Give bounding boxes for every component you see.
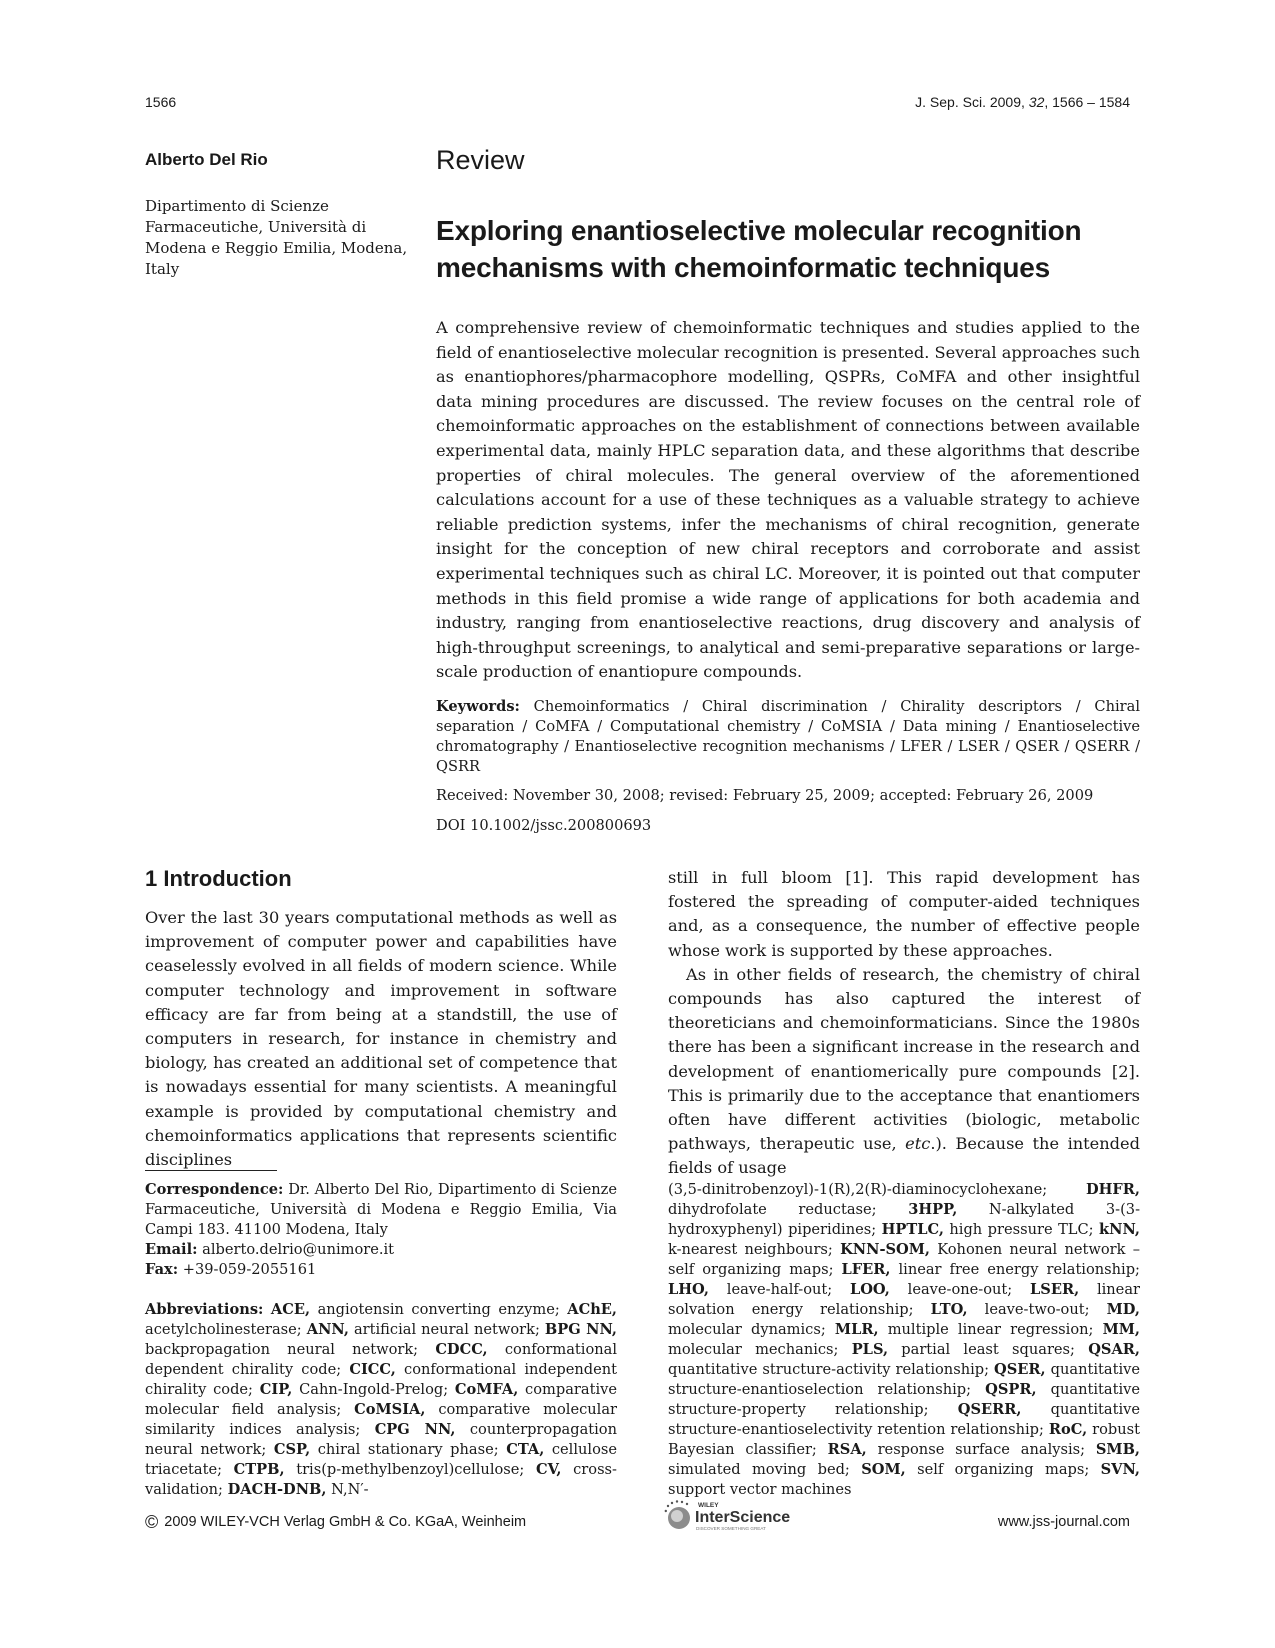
abbreviation-term: CDCC,: [435, 1341, 488, 1358]
abbreviation-term: kNN,: [1099, 1221, 1140, 1238]
abbreviation-term: CSP,: [273, 1441, 311, 1458]
abbreviation-definition: conformational independent chirality code;: [145, 1361, 618, 1398]
abbreviation-definition: response surface analysis;: [866, 1441, 1096, 1458]
abbreviation-definition: leave-half-out;: [709, 1281, 850, 1298]
email-address: alberto.delrio@unimore.it: [197, 1241, 395, 1258]
journal-prefix: J. Sep. Sci. 2009,: [915, 94, 1029, 110]
keywords-list: Chemoinformatics / Chiral discrimination / Chirality descriptors / Chiral separation / CoMFA / Computational chemistry / CoMSIA / Data mining / Enantioselective chromatography / Enantioselective recognition mechanisms / LFER / LSER / QSER / QSERR / QSRR: [436, 697, 1140, 775]
journal-volume: 32: [1028, 94, 1045, 110]
abbreviation-definition: Cahn-Ingold-Prelog;: [292, 1381, 455, 1398]
fax-label: Fax:: [145, 1261, 179, 1278]
abbreviation-term: MLR,: [834, 1321, 879, 1338]
abbreviation-term: CoMFA,: [454, 1381, 519, 1398]
abbreviation-definition: k-nearest neighbours;: [668, 1241, 841, 1258]
abbreviation-definition: Kohonen neural network – self organizing maps;: [668, 1241, 1140, 1278]
interscience-logo-icon: [664, 1498, 824, 1534]
abbreviation-definition: (3,5-dinitrobenzoyl)-1(R),2(R)-diaminocyclohexane;: [668, 1181, 1086, 1198]
abbreviation-definition: quantitative structure-property relationship;: [668, 1381, 1140, 1418]
abbreviation-term: QSAR,: [1088, 1341, 1140, 1358]
abbreviation-term: PLS,: [851, 1341, 889, 1358]
abbreviation-term: DACH-DNB,: [227, 1481, 327, 1498]
journal-reference: [915, 94, 1130, 110]
article-title: [436, 212, 1140, 286]
abbreviation-term: LHO,: [668, 1281, 709, 1298]
abbreviation-definition: robust Bayesian classifier;: [668, 1421, 1141, 1458]
section-heading: 1 Introduction: [145, 866, 292, 891]
correspondence-text: Dr. Alberto Del Rio, Dipartimento di Scienze Farmaceutiche, Università di Modena e Reggio Emilia, Via Campi 183. 41100 Modena, Italy: [145, 1181, 617, 1238]
intro-paragraph-2-etc: etc: [905, 1134, 931, 1154]
correspondence-address: [145, 1180, 617, 1240]
abbreviation-definition: linear free energy relationship;: [890, 1261, 1140, 1278]
abbreviation-definition: N-alkylated 3-(3-hydroxyphenyl) piperidines;: [668, 1201, 1140, 1238]
article-title-line2: mechanisms with chemoinformatic techniques: [436, 252, 1050, 283]
page-number: 1566: [145, 94, 177, 110]
abbreviation-definition: molecular mechanics;: [668, 1341, 852, 1358]
intro-paragraph-1: Over the last 30 years computational methods as well as improvement of computer power and capabilities have ceaselessly evolved in all fields of modern science. While computer technology and improvement in software efficacy are far from being at a standstill, the use of computers in research, for instance in chemistry and biology, has created an additional set of competence that is nowadays essential for many scientists. A meaningful example is provided by computational chemistry and chemoinformatics applications that represents scientific disciplines: [145, 908, 617, 1170]
abbreviation-definition: backpropagation neural network;: [145, 1341, 436, 1358]
keywords: [436, 697, 1140, 777]
abbreviation-definition: chiral stationary phase;: [310, 1441, 507, 1458]
article-head: [436, 145, 1140, 846]
abbreviation-definition: N,N′-: [326, 1481, 369, 1498]
abbreviation-definition: partial least squares;: [888, 1341, 1089, 1358]
abbreviation-term: HPTLC,: [881, 1221, 944, 1238]
intro-paragraph-2-text: As in other fields of research, the chemistry of chiral compounds has also captured the interest of theoreticians and chemoinformaticians. Since the 1980s there has been a significant increase in the research and development of enantiomerically pure compounds [2]. This is primarily due to the acceptance that enantiomers often have different activities (biologic, metabolic pathways, therapeutic use,: [668, 964, 1140, 1154]
intro-paragraph-1-continued: still in full bloom [1]. This rapid development has fostered the spreading of computer-aided techniques and, as a consequence, the number of effective people whose work is supported by these approaches.: [668, 868, 1140, 960]
abbreviation-term: QSPR,: [985, 1381, 1037, 1398]
abbreviation-definition: dihydrofolate reductase;: [668, 1201, 909, 1218]
correspondence-footnote: [145, 1180, 617, 1280]
logo-main-text: InterScience: [695, 1509, 791, 1526]
abbreviation-term: DHFR,: [1085, 1181, 1140, 1198]
abbreviation-term: RSA,: [827, 1441, 867, 1458]
footer-copyright: [145, 1514, 526, 1530]
abbreviation-term: MD,: [1106, 1301, 1140, 1318]
correspondence-fax: [145, 1260, 617, 1280]
abbreviation-definition: conformational dependent chirality code;: [145, 1341, 618, 1378]
abbreviation-term: CICC,: [349, 1361, 396, 1378]
abbreviation-term: LOO,: [849, 1281, 890, 1298]
abbreviation-term: CPG NN,: [374, 1421, 456, 1438]
abbreviation-term: RoC,: [1048, 1421, 1088, 1438]
intro-paragraph-2-end: .). Because the intended fields of usage: [668, 1134, 1140, 1178]
abbreviations-list-left: [145, 1301, 617, 1498]
abbreviation-definition: leave-one-out;: [889, 1281, 1031, 1298]
article-type: Review: [436, 145, 525, 175]
abbreviation-term: QSER,: [994, 1361, 1046, 1378]
abbreviation-definition: quantitative structure-activity relationship;: [668, 1361, 995, 1378]
abbreviations-footnote-left: [145, 1300, 617, 1500]
copyright-icon: ©: [145, 1512, 159, 1532]
abbreviation-term: CoMSIA,: [354, 1401, 426, 1418]
abbreviation-term: SMB,: [1095, 1441, 1140, 1458]
abbreviation-definition: high pressure TLC;: [943, 1221, 1100, 1238]
footnote-divider: [145, 1170, 277, 1171]
abbreviation-definition: multiple linear regression;: [878, 1321, 1103, 1338]
abbreviation-term: CTPB,: [233, 1461, 285, 1478]
abbreviation-term: KNN-SOM,: [840, 1241, 930, 1258]
keywords-label: Keywords:: [436, 697, 520, 715]
journal-pages: , 1566 – 1584: [1044, 94, 1130, 110]
author-block: [145, 150, 413, 280]
article-title-line1: Exploring enantioselective molecular recognition: [436, 215, 1082, 246]
abbreviation-term: BPG NN,: [544, 1321, 617, 1338]
abbreviation-definition: cellulose triacetate;: [145, 1441, 617, 1478]
abbreviation-definition: self organizing maps;: [905, 1461, 1101, 1478]
abbreviation-definition: cross-validation;: [145, 1461, 617, 1498]
abbreviation-definition: counterpropagation neural network;: [145, 1421, 617, 1458]
author-affiliation: Dipartimento di Scienze Farmaceutiche, Università di Modena e Reggio Emilia, Modena, Italy: [145, 197, 408, 278]
abbreviation-definition: angiotensin converting enzyme;: [310, 1301, 568, 1318]
abbreviation-definition: support vector machines: [668, 1481, 852, 1498]
abbreviations-list-right: [668, 1181, 1140, 1498]
body-column-right: [668, 866, 1140, 1181]
abbreviations-footnote-right: [668, 1180, 1140, 1500]
abbreviation-definition: quantitative structure-enantioselectivity retention relationship;: [668, 1401, 1140, 1438]
abbreviation-term: LSER,: [1030, 1281, 1080, 1298]
abbreviation-term: SOM,: [861, 1461, 906, 1478]
journal-url[interactable]: www.jss-journal.com: [997, 1514, 1130, 1530]
abbreviation-definition: leave-two-out;: [967, 1301, 1107, 1318]
abstract: A comprehensive review of chemoinformatic techniques and studies applied to the field of enantioselective molecular recognition is presented. Several approaches such as enantiophores/pharmacophore modelling, QSPRs, CoMFA and other insightful data mining procedures are discussed. The review focuses on the central role of chemoinformatic approaches on the establishment of connections between available experimental data, mainly HPLC separation data, and these algorithms that describe properties of chiral molecules. The general overview of the aforementioned calculations account for a use of these techniques as a valuable strategy to achieve reliable prediction systems, infer the mechanisms of chiral recognition, generate insight for the conception of new chiral receptors and corroborate and assist experimental techniques such as chiral LC. Moreover, it is pointed out that computer methods in this field promise a wide range of applications for both academia and industry, ranging from enantioselective reactions, drug discovery and analysis of high-throughput screenings, to analytical and semi-preparative separations or large-scale production of enantiopure compounds.: [436, 318, 1140, 682]
abbreviation-term: CTA,: [506, 1441, 545, 1458]
abbreviation-term: LTO,: [930, 1301, 968, 1318]
abbreviations-label: Abbreviations:: [145, 1301, 264, 1318]
abbreviation-definition: comparative molecular field analysis;: [145, 1381, 617, 1418]
abbreviation-definition: tris(p-methylbenzoyl)cellulose;: [284, 1461, 536, 1478]
fax-number: +39-059-2055161: [178, 1261, 317, 1278]
doi: DOI 10.1002/jssc.200800693: [436, 816, 652, 834]
correspondence-email: [145, 1240, 617, 1260]
abbreviation-definition: linear solvation energy relationship;: [668, 1281, 1140, 1318]
author-name: Alberto Del Rio: [145, 150, 268, 169]
abbreviation-term: CIP,: [259, 1381, 293, 1398]
abbreviation-term: MM,: [1102, 1321, 1140, 1338]
correspondence-label: Correspondence:: [145, 1181, 284, 1198]
abbreviation-definition: molecular dynamics;: [668, 1321, 835, 1338]
abbreviation-term: QSERR,: [957, 1401, 1022, 1418]
abbreviation-definition: simulated moving bed;: [668, 1461, 862, 1478]
abbreviation-term: LFER,: [841, 1261, 891, 1278]
intro-paragraph-2: [668, 963, 1140, 1181]
abbreviation-definition: quantitative structure-enantioselection relationship;: [668, 1361, 1140, 1398]
abbreviation-definition: acetylcholinesterase;: [145, 1321, 307, 1338]
abbreviation-term: SVN,: [1100, 1461, 1140, 1478]
abbreviation-definition: artificial neural network;: [348, 1321, 545, 1338]
email-label: Email:: [145, 1241, 198, 1258]
abbreviation-definition: comparative molecular similarity indices analysis;: [145, 1401, 618, 1438]
logo-tagline-text: DISCOVER SOMETHING GREAT: [696, 1526, 766, 1531]
abbreviation-term: ACE,: [270, 1301, 311, 1318]
received-dates: Received: November 30, 2008; revised: February 25, 2009; accepted: February 26, 2009: [436, 786, 1094, 804]
publisher-logo: [664, 1498, 824, 1534]
abbreviation-term: AChE,: [567, 1301, 618, 1318]
copyright-text: 2009 WILEY-VCH Verlag GmbH & Co. KGaA, Weinheim: [164, 1514, 527, 1530]
abbreviation-term: 3HPP,: [908, 1201, 958, 1218]
abbreviation-term: ANN,: [306, 1321, 349, 1338]
logo-top-text: WILEY: [698, 1502, 719, 1509]
abbreviation-term: CV,: [536, 1461, 562, 1478]
body-column-left: [145, 866, 617, 1172]
